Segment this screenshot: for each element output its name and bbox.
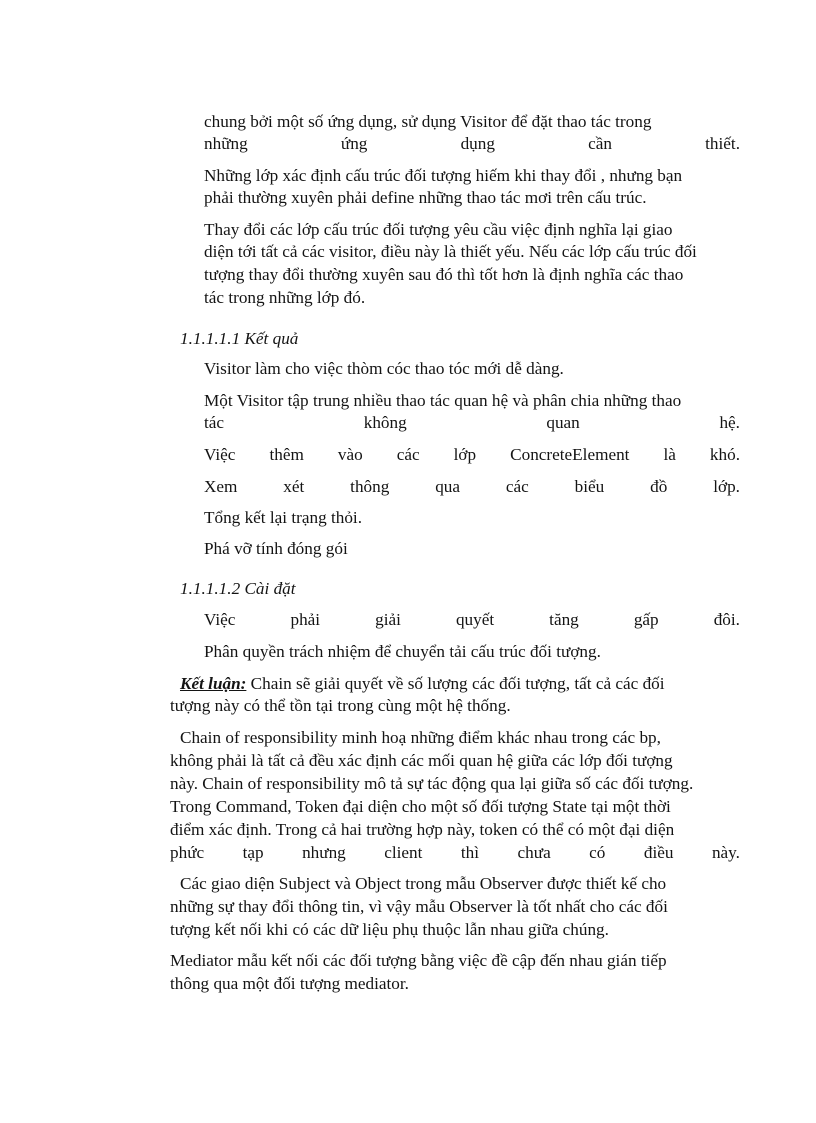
word: Xem [204, 477, 238, 496]
word: cần [588, 134, 612, 153]
word: tăng [549, 610, 579, 629]
word: lớp. [713, 477, 740, 496]
text-segment: Chain sẽ giải quyết về số lượng các đối tượng, tất cả các đối [246, 674, 665, 693]
list-item: Tổng kết lại trạng thỏi. [204, 508, 362, 527]
justified-line [170, 842, 740, 864]
text-line: tượng này có thể tồn tại trong cùng một hệ thống. [170, 696, 511, 715]
word: có [589, 843, 606, 862]
word: là [663, 445, 676, 464]
word: chưa [517, 843, 551, 862]
text-segment: chung bởi một số ứng dụng, sử dụng Visitor để đặt thao tác trong [204, 112, 652, 131]
list-item: Một Visitor tập trung nhiều thao tác quan hệ và phân chia những thao [204, 391, 682, 410]
text-line: tác trong những lớp đó. [204, 288, 366, 307]
word: hệ. [719, 413, 740, 432]
text-line: diện tới tất cả các visitor, điều này là thiết yếu. Nếu các lớp cấu trúc đối [204, 242, 697, 261]
word: các [505, 477, 529, 496]
text-line: Những lớp xác định cấu trúc đối tượng hiếm khi thay đổi , nhưng bạn [204, 166, 683, 185]
section-heading-results: 1.1.1.1.1 Kết quả [180, 329, 299, 348]
word: thông [350, 477, 390, 496]
word: những [204, 134, 248, 153]
word: dụng [460, 134, 495, 153]
word: lớp [453, 445, 477, 464]
text-line [204, 111, 740, 133]
text-line: những sự thay đổi thông tin, vì vậy mẫu Observer là tốt nhất cho các đối [170, 897, 668, 916]
word: xét [283, 477, 305, 496]
word: ConcreteElement [510, 445, 630, 464]
text-line: thông qua một đối tượng mediator. [170, 974, 409, 993]
word: phải [290, 610, 321, 629]
text-line: Chain of responsibility minh hoạ những điểm khác nhau trong các bp, [180, 728, 661, 747]
text-line: Các giao diện Subject và Object trong mẫu Observer được thiết kế cho [180, 874, 667, 893]
word: biểu [574, 477, 605, 496]
word: khó. [709, 445, 740, 464]
word: quyết [455, 610, 495, 629]
word: đồ [650, 477, 668, 496]
word: nhưng [302, 843, 346, 862]
word: tác [204, 413, 225, 432]
word: Việc [204, 445, 236, 464]
word: phức [170, 843, 205, 862]
justified-line [204, 444, 740, 466]
word: client [384, 843, 423, 862]
word: giải [375, 610, 401, 629]
justified-line [204, 133, 740, 155]
text-line: này. Chain of responsibility mô tả sự tác động qua lại giữa số các đối tượng. [170, 774, 694, 793]
word: Việc [204, 610, 236, 629]
list-item: Phân quyền trách nhiệm để chuyển tải cấu trúc đối tượng. [204, 642, 601, 661]
word: thiết. [705, 134, 740, 153]
word: thêm [269, 445, 304, 464]
word: các [396, 445, 420, 464]
word: gấp [633, 610, 659, 629]
text-line: Trong Command, Token đại diện cho một số đối tượng State tại một thời [170, 797, 671, 816]
text-line: không phải là tất cả đều xác định các mối quan hệ giữa các lớp đối tượng [170, 751, 673, 770]
conclusion-line [180, 673, 740, 695]
list-item: Visitor làm cho việc thòm cóc thao tóc mới dễ dàng. [204, 359, 564, 378]
text-line: Mediator mẫu kết nối các đối tượng bằng việc đề cập đến nhau gián tiếp [170, 951, 667, 970]
text-line: phải thường xuyên phải define những thao tác mơi trên cấu trúc. [204, 188, 647, 207]
word: điều [643, 843, 674, 862]
word: quan [546, 413, 580, 432]
word: thì [460, 843, 480, 862]
word: vào [337, 445, 363, 464]
justified-line [204, 476, 740, 498]
text-line: tượng kết nối khi có các dữ liệu phụ thuộc lẫn nhau giữa chúng. [170, 920, 609, 939]
word: ứng [340, 134, 368, 153]
text-line: Thay đổi các lớp cấu trúc đối tượng yêu cầu việc định nghĩa lại giao [204, 220, 673, 239]
text-line: điểm xác định. Trong cả hai trường hợp này, token có thể có một đại diện [170, 820, 675, 839]
justified-line [204, 609, 740, 631]
word: đôi. [713, 610, 740, 629]
word: này. [711, 843, 740, 862]
list-item: Phá vỡ tính đóng gói [204, 539, 348, 558]
justified-line [204, 412, 740, 434]
section-heading-implementation: 1.1.1.1.2 Cài đặt [180, 579, 296, 598]
text-line: tượng thay đổi thường xuyên sau đó thì tốt hơn là định nghĩa các thao [204, 265, 684, 284]
word: tạp [242, 843, 264, 862]
conclusion-label: Kết luận: [180, 674, 247, 693]
word: không [363, 413, 407, 432]
word: qua [435, 477, 461, 496]
